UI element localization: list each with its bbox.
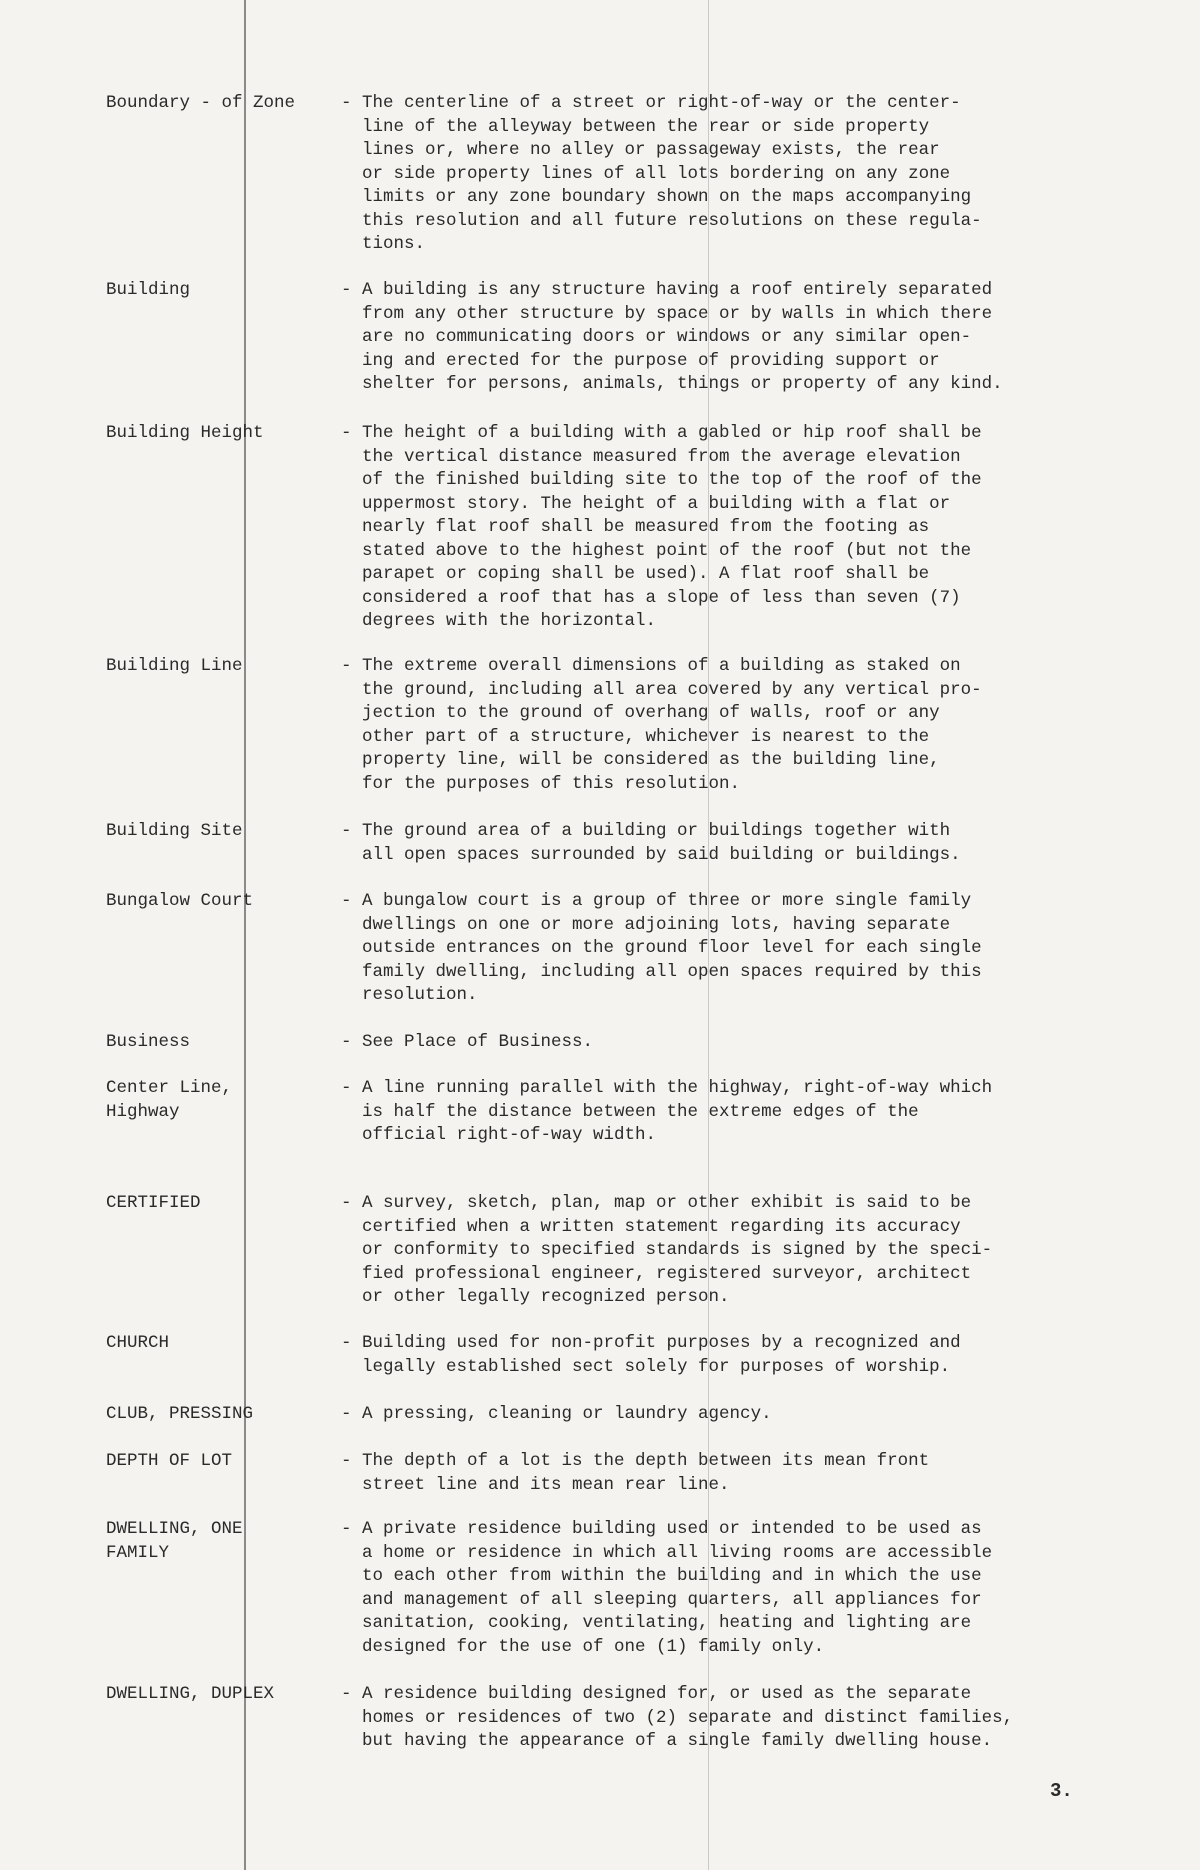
definition-text: A survey, sketch, plan, map or other exhibit is said to be certified when a written statement regarding its accuracy or conformity to specified standards is signed by the speci- fied professional engineer, registered surveyor, architect or other legally recognized person. [362, 1193, 993, 1307]
definition-text: A residence building designed for, or used as the separate homes or residences of two (2) separate and distinct families, but having the appearance of a single family dwelling house. [362, 1684, 1014, 1751]
definition-text: Building used for non-profit purposes by a recognized and legally established sect solely for purposes of worship. [362, 1333, 961, 1377]
term-label: DWELLING, ONE FAMILY [106, 1519, 243, 1563]
term-label: CLUB, PRESSING [106, 1404, 254, 1424]
term-label: CHURCH [106, 1333, 170, 1353]
page-number: 3. [1050, 1780, 1073, 1802]
document-page: Boundary - of Zone - The centerline of a street or right-of-way or the center- line of the alleyway between the rear or side property lines or, where no alley or passageway exists, the rear or side property lines of all lots bordering on any zone limits or any zone boundary shown on the maps accompanying this resolution and all future resolutions on these regula- tions. Building - A building is any structure having a roof entirely separated from any other structure by space or by walls in which there are no communicating doors or windows or any similar open- ing and erected for the purpose of providing support or shelter for persons, animals, things or property of any kind. Building Height - The height of a building with a gabled or hip roof shall be the vertical distance measured from the average elevation of the finished building site to the top of the roof of the uppermost story. The height of a building with a flat or nearly flat roof shall be measured from the footing as stated above to the highest point of the roof (but not the parapet or coping shall be used). A flat roof shall be considered a roof that has a slope of less than seven (7) degrees with the horizontal. Building Line - The extreme overall dimensions of a building as staked on the ground, including all area covered by any vertical pro- jection to the ground of overhang of walls, roof or any other part of a structure, whichever is nearest to the property line, will be considered as the building line, for the purposes of this resolution. Building Site - The ground area of a building or buildings together with all open spaces surrounded by said building or buildings. Bungalow Court - A bungalow court is a group of three or more single family dwellings on one or more adjoining lots, having separate outside entrances on the ground floor level for each single family dwelling, including all open spaces required by this resolution. Business - See Place of Business. Center Line, Highway - A line running parallel with the highway, right-of-way which is half the distance between the extreme edges of the official right-of-way width. CERTIFIED - A survey, sketch, plan, map or other exhibit is said to be certified when a written statement regarding its accuracy or conformity to specified standards is signed by the speci- fied professional engineer, registered surveyor, architect or other legally recognized person. CHURCH - Building used for non-profit purposes by a recognized and legally established sect solely for purposes of worship. CLUB, PRESSING - A pressing, cleaning or laundry agency. DEPTH OF LOT - The depth of a lot is the depth between its mean front street line and its mean rear line. DWELLING, ONE FAMILY - A private residence building used or intended to be used as a home or residence in which all living rooms are accessible to each other from within the building and in which the use and management of all sleeping quarters, all appliances for sanitation, cooking, ventilating, heating and lighting are designed for the use of one (1) family only. DWELLING, DUPLEX - A residence building designed for, or used as the separate homes or residences of two (2) separate and distinct families, but having the appearance of a single family dwelling house. 3. [0, 0, 1200, 1870]
definition-text: The centerline of a street or right-of-way or the center- line of the alleyway between the rear or side property lines or, where no alley or passageway exists, the rear or side property lines of all lots bordering on any zone limits or any zone boundary shown on the maps accompanying this resolution and all future resolutions on these regula- tions. [362, 93, 982, 254]
term-label: Building [106, 280, 191, 300]
definition-text: A pressing, cleaning or laundry agency. [362, 1404, 772, 1424]
term-label: Bungalow Court [106, 891, 254, 911]
term-label: Building Line [106, 656, 243, 676]
definition-text: The ground area of a building or buildings together with all open spaces surrounded by said building or buildings. [362, 821, 961, 865]
definition-text: A bungalow court is a group of three or more single family dwellings on one or more adjoining lots, having separate outside entrances on the ground floor level for each single family dwelling, including all open spaces required by this resolution. [362, 891, 982, 1005]
definition-text: The height of a building with a gabled or hip roof shall be the vertical distance measured from the average elevation of the finished building site to the top of the roof of the uppermost story. The height of a building with a flat or nearly flat roof shall be measured from the footing as stated above to the highest point of the roof (but not the parapet or coping shall be used). A flat roof shall be considered a roof that has a slope of less than seven (7) degrees with the horizontal. [362, 423, 982, 631]
definition-text: A private residence building used or intended to be used as a home or residence in which all living rooms are accessible to each other from within the building and in which the use and management of all sleeping quarters, all appliances for sanitation, cooking, ventilating, heating and lighting are designed for the use of one (1) family only. [362, 1519, 993, 1657]
term-label: Building Height [106, 423, 264, 443]
definition-text: The extreme overall dimensions of a building as staked on the ground, including all area covered by any vertical pro- jection to the ground of overhang of walls, roof or any other part of a structure, whichever is nearest to the property line, will be considered as the building line, for the purposes of this resolution. [362, 656, 982, 794]
definition-text: A building is any structure having a roof entirely separated from any other structure by space or by walls in which there are no communicating doors or windows or any similar open- ing and erected for the purpose of providing support or shelter for persons, animals, things or property of any kind. [362, 280, 1003, 394]
term-label: Center Line, Highway [106, 1078, 233, 1122]
term-label: DWELLING, DUPLEX [106, 1684, 275, 1704]
definition-text: See Place of Business. [362, 1032, 594, 1052]
term-label: Business [106, 1032, 191, 1052]
term-label: CERTIFIED [106, 1193, 201, 1213]
definition-text: The depth of a lot is the depth between its mean front street line and its mean rear line. [362, 1451, 930, 1495]
term-label: Building Site [106, 821, 243, 841]
term-label: DEPTH OF LOT [106, 1451, 233, 1471]
definition-text: A line running parallel with the highway, right-of-way which is half the distance between the extreme edges of the official right-of-way width. [362, 1078, 993, 1145]
term-label: Boundary - of Zone [106, 93, 296, 113]
